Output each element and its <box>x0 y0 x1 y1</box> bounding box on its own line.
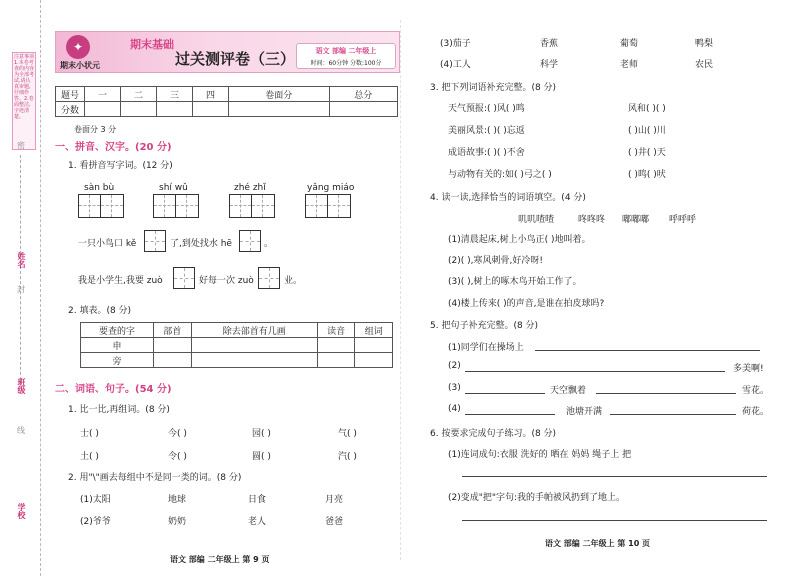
answer-line[interactable] <box>465 393 545 394</box>
compare-3: 园( ) <box>252 429 271 439</box>
choice-word: 叽叽喳喳 <box>518 215 555 225</box>
writing-grid-1[interactable] <box>78 194 124 218</box>
group3-word[interactable]: 香蕉 <box>540 39 559 49</box>
pinyin-4: yǎng miáo <box>307 183 355 193</box>
score-header: 卷面分 <box>228 87 329 102</box>
word-fill-1a: 天气预报:( )风( )鸣 <box>448 104 525 114</box>
word-fill-3a: 成语故事:( )( )不舍 <box>448 148 525 158</box>
sentence-1a: 一只小鸟口 kě <box>78 239 137 249</box>
score-cell[interactable] <box>85 102 121 117</box>
pinyin-3: zhé zhǐ <box>234 183 266 193</box>
char-box[interactable] <box>173 267 195 289</box>
fill-cell[interactable] <box>317 353 355 368</box>
score-header: 二 <box>120 87 156 102</box>
word-fill-4b: ( )鸣( )吠 <box>628 170 666 180</box>
char-box[interactable] <box>258 267 280 289</box>
sentence-2c: 业。 <box>284 276 303 286</box>
word-fill-2b: ( )山( )川 <box>628 126 666 136</box>
char-box[interactable] <box>239 230 261 252</box>
sentence-fill-1: (1)同学们在操场上 <box>448 343 524 353</box>
page-neatness: 卷面分 3 分 <box>74 125 117 134</box>
answer-line[interactable] <box>462 520 767 521</box>
group1-word[interactable]: 地球 <box>168 495 187 505</box>
rewrite-task: (2)变成"把"字句:我的手帕被风扔到了地上。 <box>448 493 626 503</box>
compare-4: 气( ) <box>338 429 357 439</box>
score-cell[interactable] <box>192 102 228 117</box>
choice-fill-1: (1)清晨起床,树上小鸟正( )地叫着。 <box>448 235 591 245</box>
fill-cell[interactable] <box>191 353 317 368</box>
score-cell[interactable] <box>329 102 397 117</box>
pinyin-1: sàn bù <box>84 183 115 193</box>
logo-icon: ✦ <box>66 35 90 59</box>
word-fill-3b: ( )井( )天 <box>628 148 666 158</box>
group3-word[interactable]: 葡萄 <box>620 39 639 49</box>
group1-word[interactable]: (1)太阳 <box>80 495 111 505</box>
fill-header: 要查的字 <box>81 323 154 338</box>
sentence-fill-2: (2) <box>448 361 461 371</box>
choice-fill-2: (2)( ),寒风刺骨,好冷呀! <box>448 256 543 266</box>
fill-row-char: 旁 <box>81 353 154 368</box>
score-cell[interactable] <box>120 102 156 117</box>
score-header: 一 <box>85 87 121 102</box>
sentence-fill-2-end: 多美啊! <box>733 364 764 374</box>
score-header: 总分 <box>329 87 397 102</box>
fill-header: 读音 <box>317 323 355 338</box>
compare-1: 士( ) <box>80 429 99 439</box>
fill-header: 部首 <box>154 323 192 338</box>
page-title: 过关测评卷（三） <box>175 50 296 68</box>
pinyin-2: shí wǔ <box>159 183 188 193</box>
score-header: 题号 <box>56 87 85 102</box>
footer-left: 语文 部编 二年级上 第 9 页 <box>170 555 270 564</box>
writing-grid-4[interactable] <box>305 194 351 218</box>
compare-8: 汽( ) <box>338 452 357 462</box>
sentence-fill-4: (4) <box>448 404 461 414</box>
answer-line[interactable] <box>465 371 725 372</box>
question-6: 4. 读一读,选择恰当的词语填空。(4 分) <box>430 193 586 203</box>
subject-info: 语文 部编 二年级上 <box>315 47 377 55</box>
word-fill-2a: 美丽风景:( )( )忘返 <box>448 126 525 136</box>
seal-char-3: 线 <box>17 426 25 435</box>
fill-cell[interactable] <box>191 338 317 353</box>
group2-word[interactable]: 老人 <box>248 517 267 527</box>
group4-word[interactable]: (4)工人 <box>440 60 471 70</box>
brand: 期末小状元 <box>60 61 100 70</box>
fill-cell[interactable] <box>154 338 192 353</box>
school-label: 学校 <box>17 503 26 519</box>
score-cell[interactable] <box>228 102 329 117</box>
choice-word: 咚咚咚 <box>578 215 606 225</box>
fill-row-char: 申 <box>81 338 154 353</box>
sentence-fill-4-end: 荷花。 <box>742 407 770 417</box>
group2-word[interactable]: (2)爷爷 <box>80 517 111 527</box>
section-2-title: 二、词语、句子。(54 分) <box>55 384 172 395</box>
group3-word[interactable]: (3)茄子 <box>440 39 471 49</box>
sentence-2a: 我是小学生,我要 zuò <box>78 276 163 286</box>
sentence-fill-3-end: 雪花。 <box>742 386 770 396</box>
choice-fill-4: (4)楼上传来( )的声音,是谁在拍皮球吗? <box>448 299 605 309</box>
fill-table <box>80 322 393 368</box>
notice-box: 注意事项 1.本卷考查的内容为全部考试,请认真审题,仔细作答。2.卷面整洁,字迹清楚。 <box>12 52 36 150</box>
compare-2: 今( ) <box>168 429 187 439</box>
compare-6: 令( ) <box>168 452 187 462</box>
writing-grid-3[interactable] <box>229 194 275 218</box>
group1-word[interactable]: 月亮 <box>325 495 344 505</box>
name-label: 姓名 <box>17 252 26 268</box>
answer-line[interactable] <box>610 414 736 415</box>
choice-word: 呼呼呼 <box>669 215 697 225</box>
group4-word[interactable]: 老师 <box>620 60 639 70</box>
fold-line <box>40 0 41 576</box>
sentence-fill-4-mid: 池塘开满 <box>566 407 603 417</box>
score-table <box>55 86 398 117</box>
group3-word[interactable]: 鸭梨 <box>695 39 714 49</box>
fill-cell[interactable] <box>154 353 192 368</box>
seal-dashline <box>20 155 21 385</box>
info-box <box>296 43 396 69</box>
writing-grid-2[interactable] <box>153 194 199 218</box>
footer-right: 语文 部编 二年级上 第 10 页 <box>545 539 651 548</box>
score-header: 三 <box>156 87 192 102</box>
question-4: 2. 用"\"画去每组中不是同一类的词。(8 分) <box>68 473 242 483</box>
fill-header: 除去部首有几画 <box>191 323 317 338</box>
section-1-title: 一、拼音、汉字。(20 分) <box>55 142 172 153</box>
reorder-task: (1)连词成句:衣服 洗好的 晒在 妈妈 绳子上 把 <box>448 450 632 460</box>
sentence-fill-3: (3) <box>448 383 461 393</box>
sentence-fill-3-mid: 天空飘着 <box>550 386 587 396</box>
seal-char-1: 密 <box>17 141 25 150</box>
fill-cell[interactable] <box>355 338 393 353</box>
word-fill-4a: 与动物有关的:如( )弓之( ) <box>448 170 552 180</box>
score-cell[interactable] <box>156 102 192 117</box>
score-row-label: 分数 <box>56 102 85 117</box>
group2-word[interactable]: 奶奶 <box>168 517 187 527</box>
question-7: 5. 把句子补充完整。(8 分) <box>430 321 539 331</box>
compare-5: 土( ) <box>80 452 99 462</box>
fill-cell[interactable] <box>355 353 393 368</box>
group4-word[interactable]: 科学 <box>540 60 559 70</box>
group1-word[interactable]: 日食 <box>248 495 267 505</box>
compare-7: 圆( ) <box>252 452 271 462</box>
word-fill-1b: 风和( )( ) <box>628 104 666 114</box>
fill-cell[interactable] <box>317 338 355 353</box>
question-1: 1. 看拼音写字词。(12 分) <box>68 161 173 171</box>
sentence-1b: 了,到处找水 hē <box>170 239 232 249</box>
seal-char-2: 封 <box>17 285 25 294</box>
answer-line[interactable] <box>462 476 767 477</box>
class-label: 班级 <box>17 378 26 394</box>
group2-word[interactable]: 爸爸 <box>325 517 344 527</box>
score-header: 四 <box>192 87 228 102</box>
badge: 期末基础 <box>130 38 174 51</box>
char-box[interactable] <box>144 230 166 252</box>
time-info: 时间：60分钟 分数:100分 <box>310 60 382 67</box>
sentence-2b: 好每一次 zuò <box>199 276 254 286</box>
choice-fill-3: (3)( ),树上的啄木鸟开始工作了。 <box>448 277 582 287</box>
page-divider <box>400 20 401 560</box>
group4-word[interactable]: 农民 <box>695 60 714 70</box>
question-5: 3. 把下列词语补充完整。(8 分) <box>430 83 557 93</box>
question-2: 2. 填表。(8 分) <box>68 306 132 316</box>
question-3: 1. 比一比,再组词。(8 分) <box>68 405 170 415</box>
sentence-1c: 。 <box>264 239 274 249</box>
answer-line[interactable] <box>465 414 555 415</box>
fill-header: 组词 <box>355 323 393 338</box>
choice-word: 嘟嘟嘟 <box>622 215 650 225</box>
answer-line[interactable] <box>596 393 736 394</box>
question-8: 6. 按要求完成句子练习。(8 分) <box>430 429 557 439</box>
answer-line[interactable] <box>535 350 760 351</box>
